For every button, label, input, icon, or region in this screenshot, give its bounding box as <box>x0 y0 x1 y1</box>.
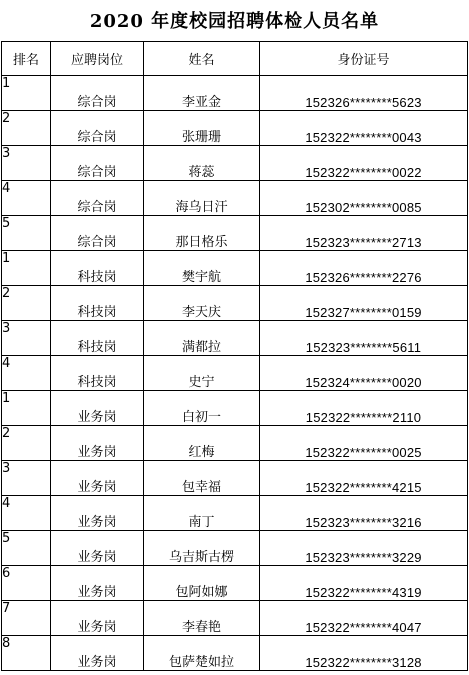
cell-id-number: 152322********0022 <box>260 146 468 181</box>
cell-position: 综合岗 <box>51 76 144 111</box>
table-row <box>2 76 468 111</box>
cell-index: 2 <box>2 426 51 461</box>
cell-index: 3 <box>2 461 51 496</box>
table-row <box>2 321 468 356</box>
cell-id-number: 152322********0043 <box>260 111 468 146</box>
cell-index: 5 <box>2 531 51 566</box>
cell-name: 樊宇航 <box>144 251 260 286</box>
cell-name: 张珊珊 <box>144 111 260 146</box>
table-row <box>2 356 468 391</box>
table-row <box>2 601 468 636</box>
cell-position: 业务岗 <box>51 391 144 426</box>
cell-index: 4 <box>2 496 51 531</box>
table-header <box>2 42 468 76</box>
cell-index: 2 <box>2 286 51 321</box>
header-position: 应聘岗位 <box>51 42 144 76</box>
roster-table <box>1 41 468 671</box>
cell-id-number: 152302********0085 <box>260 181 468 216</box>
cell-name: 蒋蕊 <box>144 146 260 181</box>
table-row <box>2 251 468 286</box>
cell-position: 业务岗 <box>51 461 144 496</box>
header-index: 排名 <box>2 42 51 76</box>
cell-id-number: 152323********3216 <box>260 496 468 531</box>
header-id: 身份证号 <box>260 42 468 76</box>
cell-id-number: 152322********4047 <box>260 601 468 636</box>
cell-id-number: 152326********5623 <box>260 76 468 111</box>
table-row <box>2 146 468 181</box>
cell-position: 综合岗 <box>51 216 144 251</box>
cell-position: 业务岗 <box>51 496 144 531</box>
cell-id-number: 152322********2110 <box>260 391 468 426</box>
cell-index: 1 <box>2 251 51 286</box>
cell-id-number: 152323********3229 <box>260 531 468 566</box>
cell-index: 2 <box>2 111 51 146</box>
cell-id-number: 152322********0025 <box>260 426 468 461</box>
cell-position: 业务岗 <box>51 636 144 671</box>
cell-position: 综合岗 <box>51 181 144 216</box>
cell-index: 5 <box>2 216 51 251</box>
cell-name: 李亚金 <box>144 76 260 111</box>
cell-id-number: 152322********3128 <box>260 636 468 671</box>
cell-name: 白初一 <box>144 391 260 426</box>
page-title: 2020 年度校园招聘体检人员名单 <box>89 11 380 32</box>
table-row <box>2 496 468 531</box>
cell-name: 包萨楚如拉 <box>144 636 260 671</box>
table-row <box>2 391 468 426</box>
cell-name: 包幸福 <box>144 461 260 496</box>
table-row <box>2 111 468 146</box>
cell-index: 1 <box>2 76 51 111</box>
cell-id-number: 152322********4319 <box>260 566 468 601</box>
cell-id-number: 152327********0159 <box>260 286 468 321</box>
table-body <box>2 76 468 671</box>
cell-position: 业务岗 <box>51 531 144 566</box>
table-row <box>2 286 468 321</box>
cell-index: 3 <box>2 321 51 356</box>
cell-name: 海乌日汗 <box>144 181 260 216</box>
cell-position: 业务岗 <box>51 566 144 601</box>
cell-name: 包阿如娜 <box>144 566 260 601</box>
cell-position: 业务岗 <box>51 426 144 461</box>
cell-id-number: 152326********2276 <box>260 251 468 286</box>
cell-index: 7 <box>2 601 51 636</box>
cell-name: 红梅 <box>144 426 260 461</box>
cell-position: 科技岗 <box>51 251 144 286</box>
header-row <box>2 42 468 76</box>
cell-position: 科技岗 <box>51 286 144 321</box>
cell-id-number: 152322********4215 <box>260 461 468 496</box>
cell-name: 满都拉 <box>144 321 260 356</box>
cell-position: 科技岗 <box>51 321 144 356</box>
cell-position: 业务岗 <box>51 601 144 636</box>
cell-index: 3 <box>2 146 51 181</box>
cell-name: 史宁 <box>144 356 260 391</box>
cell-name: 南丁 <box>144 496 260 531</box>
cell-name: 那日格乐 <box>144 216 260 251</box>
cell-index: 4 <box>2 181 51 216</box>
cell-id-number: 152323********5611 <box>260 321 468 356</box>
cell-index: 4 <box>2 356 51 391</box>
cell-position: 综合岗 <box>51 146 144 181</box>
table-row <box>2 566 468 601</box>
cell-index: 1 <box>2 391 51 426</box>
table-row <box>2 636 468 671</box>
table-row <box>2 216 468 251</box>
cell-id-number: 152323********2713 <box>260 216 468 251</box>
table-row <box>2 426 468 461</box>
table-row <box>2 181 468 216</box>
table-row <box>2 461 468 496</box>
cell-position: 综合岗 <box>51 111 144 146</box>
cell-index: 6 <box>2 566 51 601</box>
cell-id-number: 152324********0020 <box>260 356 468 391</box>
cell-name: 乌吉斯古楞 <box>144 531 260 566</box>
cell-position: 科技岗 <box>51 356 144 391</box>
cell-name: 李春艳 <box>144 601 260 636</box>
cell-index: 8 <box>2 636 51 671</box>
table-row <box>2 531 468 566</box>
header-name: 姓名 <box>144 42 260 76</box>
cell-name: 李天庆 <box>144 286 260 321</box>
